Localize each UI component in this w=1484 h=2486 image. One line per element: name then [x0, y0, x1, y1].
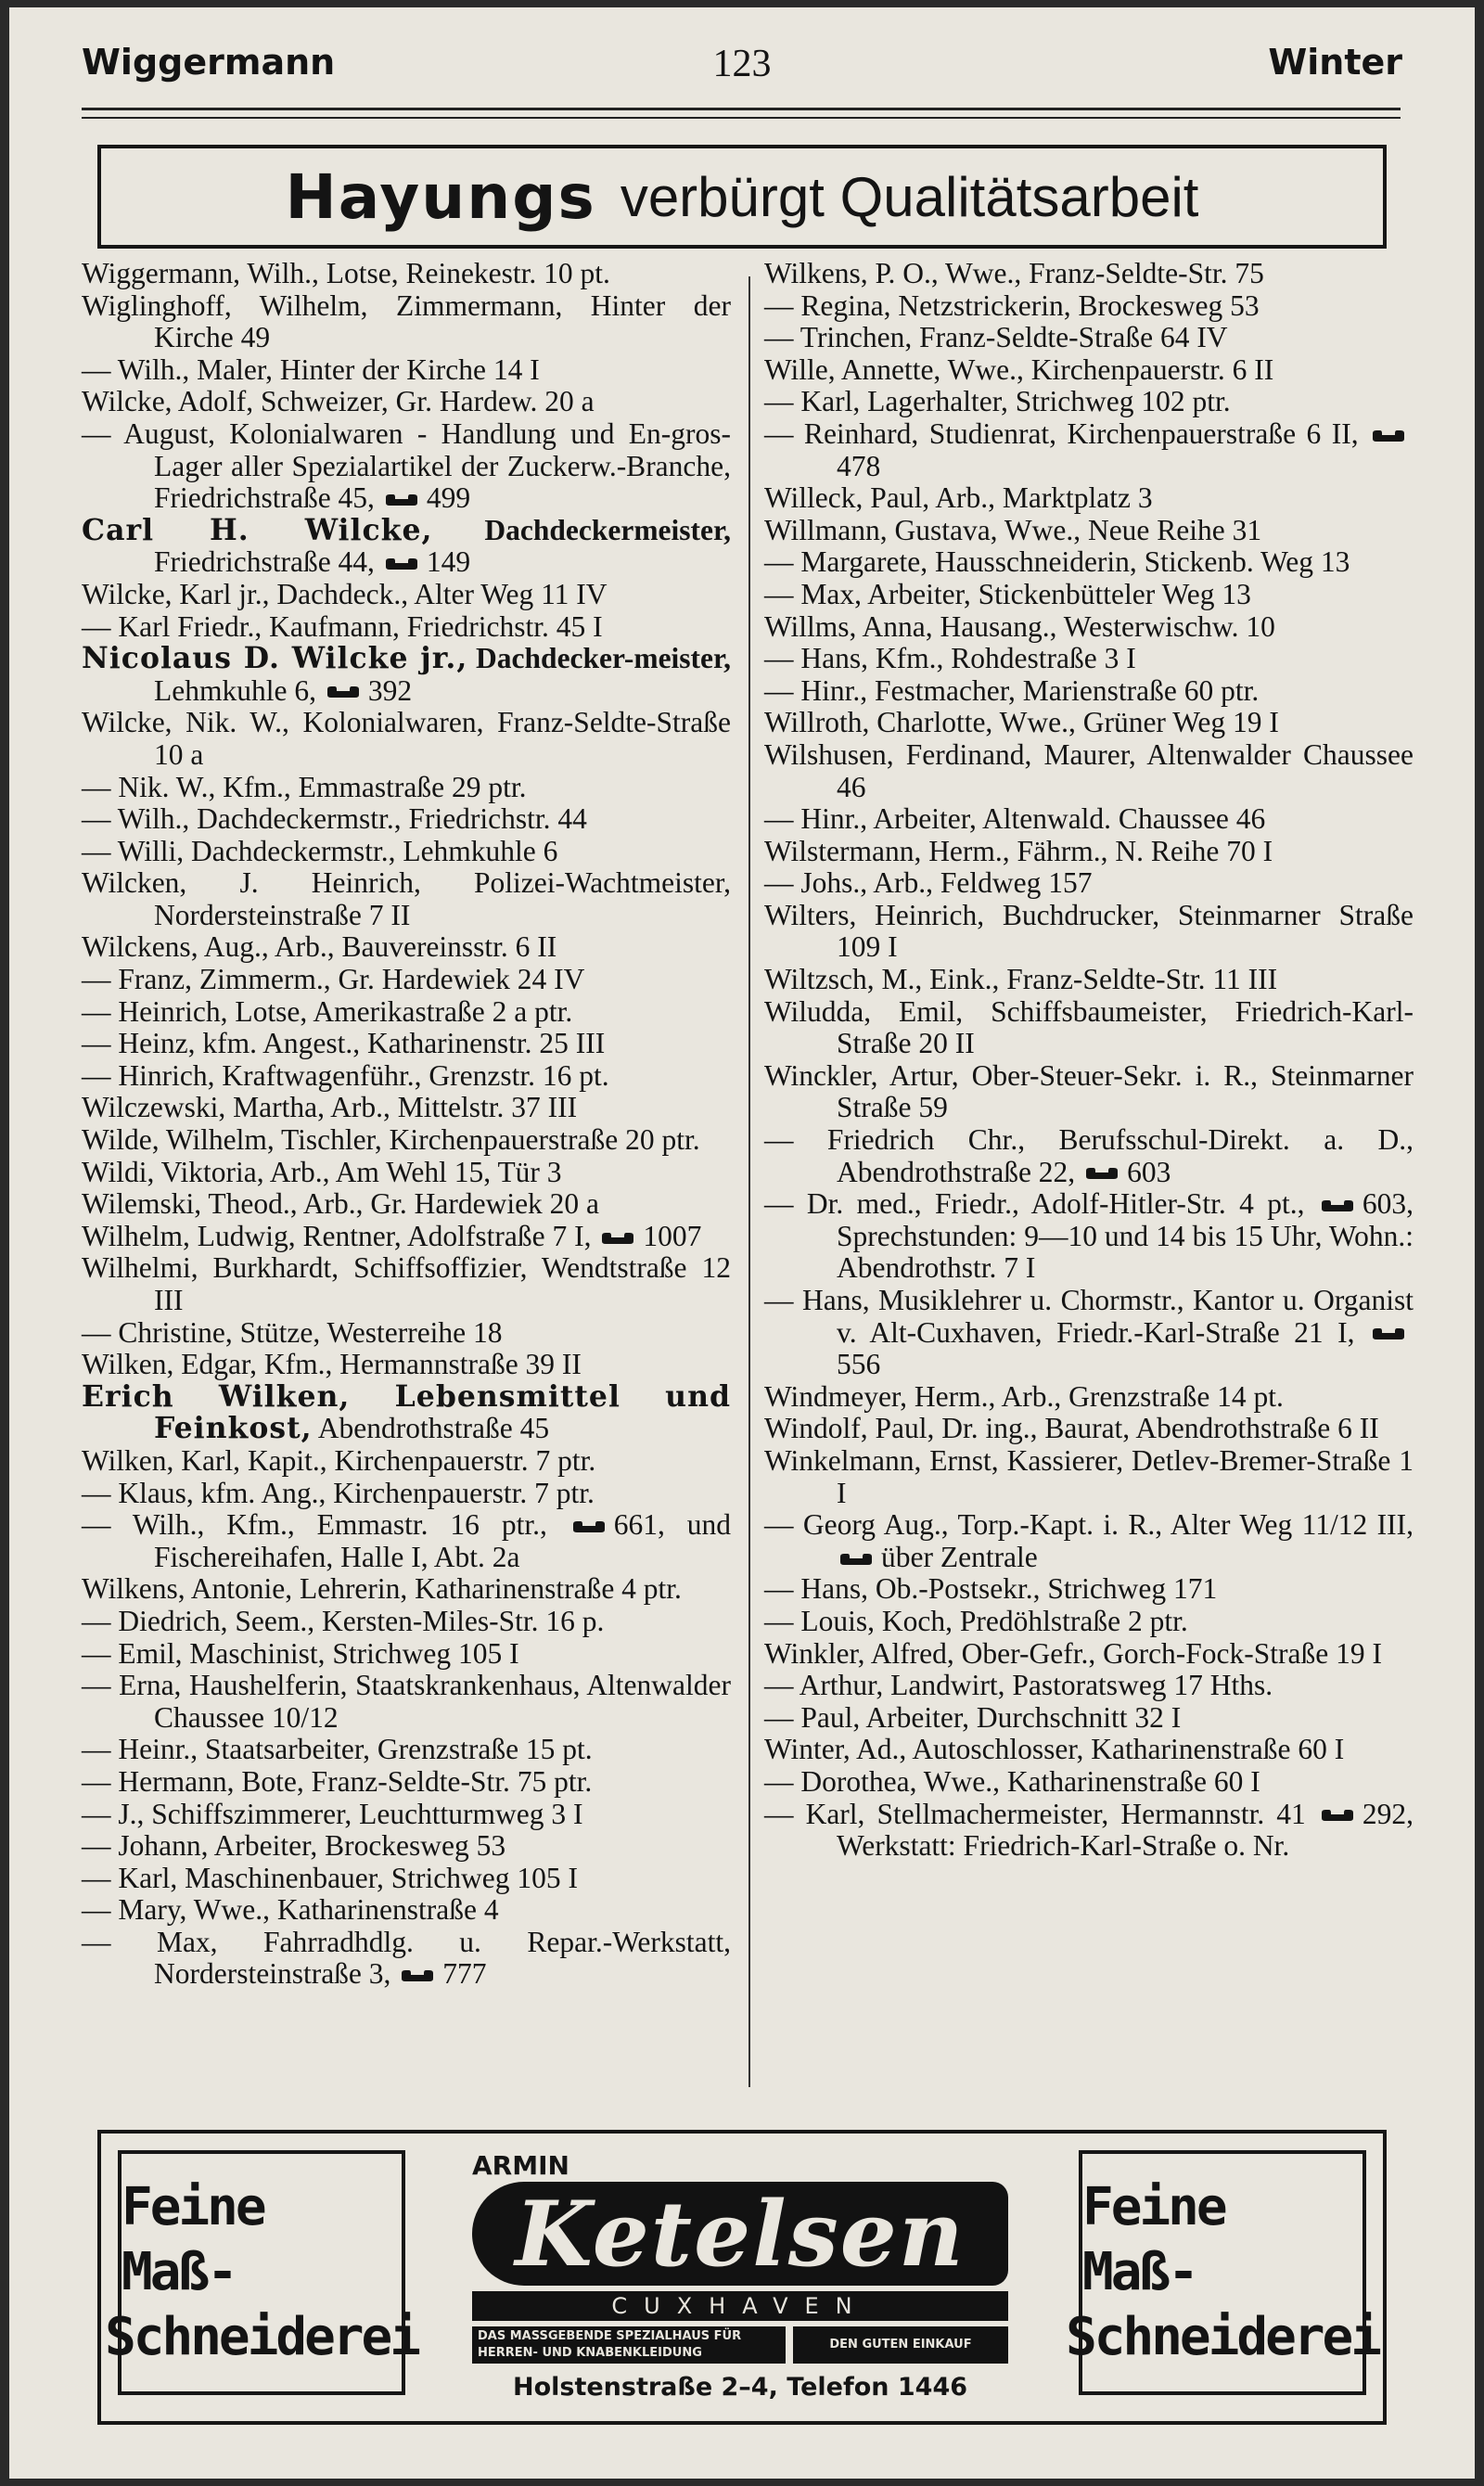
entry-name: — Nik. W.,	[82, 770, 216, 803]
entry-details: Koch, Predöhlstraße 2 ptr.	[875, 1604, 1188, 1637]
directory-entry	[764, 546, 1414, 579]
entry-details: Arb., Marktplatz 3	[929, 481, 1153, 515]
entry-details: Staatsarbeiter, Grenzstraße 15 pt.	[198, 1733, 593, 1766]
directory-entry	[764, 964, 1414, 996]
entry-phone-number: 499	[426, 481, 471, 515]
directory-page	[9, 7, 1475, 2479]
entry-details: Dachdeckermstr., Friedrichstr. 44	[189, 802, 587, 836]
entry-name: Wilstermann, Herm.,	[764, 834, 1010, 867]
entry-name: Wilckens, Aug.,	[82, 930, 269, 964]
entry-name: Winkelmann, Ernst,	[764, 1443, 999, 1477]
directory-entry	[764, 1060, 1414, 1124]
entry-details: Arb., Am Wehl 15, Tür 3	[263, 1155, 562, 1188]
header-rule-thin	[82, 117, 1401, 119]
telephone-receiver-icon	[384, 493, 419, 506]
directory-entry	[764, 707, 1414, 739]
entry-details: Arbeiter, Brockesweg 53	[208, 1829, 506, 1863]
entry-name: — Hans,	[764, 1572, 868, 1606]
entry-details: Lehrerin, Katharinenstraße 4 ptr.	[292, 1572, 682, 1606]
entry-details: Kaufmann, Friedrichstr. 45 I	[262, 609, 603, 643]
entry-name: — Franz,	[82, 963, 192, 996]
directory-entry	[82, 354, 731, 387]
ad-first-name: ARMIN	[472, 2150, 569, 2181]
telephone-receiver-icon	[600, 1232, 635, 1245]
entry-details: Festmacher, Marienstraße 60 ptr.	[867, 673, 1260, 707]
directory-entry	[764, 836, 1414, 868]
directory-entry	[82, 931, 731, 964]
directory-entry	[82, 611, 731, 644]
entry-name: — Paul,	[764, 1700, 861, 1734]
entry-name: — Margarete,	[764, 545, 928, 579]
entry-name: Wilken, Edgar,	[82, 1348, 258, 1381]
telephone-receiver-icon	[838, 1553, 874, 1566]
entry-details: Rentner, Adolfstraße 7 I,	[295, 1219, 592, 1252]
ad-right-line1: Feine Maß-	[1082, 2177, 1225, 2302]
entry-details: Eink., Franz-Seldte-Str. 11 III	[922, 963, 1278, 996]
directory-entry	[764, 803, 1414, 836]
entry-name: Wilken, Karl,	[82, 1443, 241, 1477]
entry-business-title: Dachdeckermeister,	[432, 513, 731, 546]
entry-details: Autoschlosser, Katharinenstraße 60 I	[906, 1733, 1345, 1766]
directory-entry	[764, 515, 1414, 547]
entry-details: Friedrichstraße 44,	[154, 545, 375, 579]
entry-name: — Klaus,	[82, 1476, 194, 1509]
entry-details: Fahrradhdlg. u. Repar.-Werkstatt, Nordersteinstraße 3,	[154, 1925, 731, 1991]
entry-details: Ober-Steuer-Sekr. i. R., Steinmarner Straße 59	[837, 1058, 1414, 1124]
entry-business-name: Nicolaus D. Wilcke jr.,	[82, 641, 468, 676]
directory-entry	[82, 1028, 731, 1060]
entry-details: Arbeiter, Altenwald. Chaussee 46	[867, 802, 1266, 836]
entry-phone-number: 603	[1127, 1155, 1171, 1188]
directory-entry	[82, 1445, 731, 1478]
entry-name: — Karl,	[764, 1797, 865, 1830]
directory-entry	[82, 1478, 731, 1510]
directory-entry	[82, 867, 731, 931]
entry-details: Arb., Bauvereinsstr. 6 II	[268, 930, 557, 964]
directory-entry	[82, 1573, 731, 1606]
telephone-receiver-icon	[571, 1520, 607, 1533]
entry-details: Dr. ing., Baurat, Abendrothstraße 6 II	[934, 1412, 1379, 1445]
entry-details: Kraftwagenführ., Grenzstr. 16 pt.	[214, 1058, 609, 1092]
entry-name: — Erna,	[82, 1669, 182, 1702]
ad-left-box	[105, 2150, 418, 2395]
entry-details: Berufsschul-Direkt. a. D., Abendrothstraße 22,	[837, 1123, 1414, 1188]
entry-name: — August,	[82, 416, 215, 450]
entry-details: Hausschneiderin, Stickenb. Weg 13	[928, 545, 1350, 579]
directory-entry	[764, 739, 1414, 803]
entry-name: — Johs.,	[764, 866, 868, 900]
directory-entry	[764, 1702, 1414, 1735]
entry-details: Polizei-Wachtmeister, Nordersteinstraße 7 II	[154, 866, 731, 931]
entry-phone-number: 556	[837, 1348, 881, 1381]
directory-entry	[82, 512, 731, 579]
entry-name: Wilcke, Adolf,	[82, 385, 254, 418]
header-right-keyword: Winter	[1268, 42, 1402, 83]
directory-entry	[764, 900, 1414, 964]
directory-entry	[82, 418, 731, 515]
entry-phone-number: 603,	[1362, 1187, 1414, 1221]
directory-entry	[764, 1188, 1414, 1285]
ad-tagline-secondary: DEN GUTEN EINKAUF	[793, 2326, 1008, 2364]
entry-phone-number: 661,	[613, 1508, 665, 1542]
entry-details: Fährm., N. Reihe 70 I	[1009, 834, 1273, 867]
entry-details: Franz-Seldte-Straße 64 IV	[912, 321, 1228, 354]
directory-entry	[764, 579, 1414, 611]
ad-left-line2: Schneiderei	[105, 2307, 418, 2367]
ad-city: CUXHAVEN	[472, 2291, 1008, 2321]
telephone-receiver-icon	[400, 1969, 435, 1982]
entry-details: Arb., Feldweg 157	[867, 866, 1093, 900]
entry-name: Wilde, Wilhelm,	[82, 1123, 275, 1157]
entry-details: Schiffsbaumeister, Friedrich-Karl-Straße 20 II	[837, 994, 1414, 1060]
entry-phone-number: über Zentrale	[881, 1540, 1038, 1573]
directory-entry	[82, 643, 731, 707]
directory-entry	[764, 996, 1414, 1060]
entry-name: Windmeyer, Herm.,	[764, 1379, 996, 1413]
advertisement-bottom	[97, 2130, 1387, 2425]
entry-details: Adolf-Hitler-Str. 4 pt.,	[1018, 1187, 1305, 1221]
entry-details: Abendrothstraße 45	[312, 1412, 550, 1445]
ad-center-logo-block	[472, 2141, 1008, 2410]
directory-entry	[764, 1766, 1414, 1799]
entry-details: Wwe., Neue Reihe 31	[997, 513, 1262, 546]
entry-phone-number: 777	[442, 1957, 487, 1991]
directory-entry	[82, 964, 731, 996]
banner-brand: Hayungs	[285, 160, 596, 233]
entry-details: Buchdrucker, Steinmarner Straße 109 I	[837, 898, 1414, 964]
entry-name: — Johann,	[82, 1829, 209, 1863]
entry-business-title: Dachdecker-meister,	[467, 642, 731, 675]
entry-details: Stellmachermeister, Hermannstr. 41	[864, 1797, 1306, 1830]
ad-right-line2: Schneiderei	[1066, 2307, 1379, 2367]
directory-entry	[764, 643, 1414, 675]
entry-name: — J.,	[82, 1797, 145, 1830]
entry-details-continued: Sprechstunden: 9—10 und 14 bis 15 Uhr, Wohn.: Abendrothstr. 7 I	[837, 1219, 1414, 1285]
entry-name: Wilemski, Theod.,	[82, 1187, 298, 1221]
entry-name: — Heinr.,	[82, 1733, 198, 1766]
ad-tagline: DAS MASSGEBENDE SPEZIALHAUS FÜR HERREN- UND KNABENKLEIDUNG	[472, 2326, 786, 2364]
directory-entry	[82, 258, 731, 290]
entry-details: Torp.-Kapt. i. R., Alter Weg 11/12 III,	[948, 1508, 1414, 1542]
directory-entry	[82, 1670, 731, 1734]
directory-entry	[764, 611, 1414, 644]
entry-details: Landwirt, Pastoratsweg 17 Hths.	[883, 1669, 1273, 1702]
entry-name: Wiggermann, Wilh.,	[82, 257, 319, 289]
entry-name: — Wilh.,	[82, 1508, 205, 1542]
entry-name: Wiglinghoff, Wilhelm,	[82, 288, 368, 322]
directory-entry	[764, 1670, 1414, 1702]
advertisement-banner-top	[97, 145, 1387, 249]
entry-name: — Dorothea,	[764, 1764, 917, 1798]
column-divider	[748, 276, 750, 2087]
entry-details: Kolonialwaren - Handlung und En-gros-Lager aller Spezialartikel der Zuckerw.-Branche, Friedrichstraße 45,	[154, 416, 731, 515]
entry-name: Willmann, Gustava,	[764, 513, 998, 546]
entry-details: Arb., Mittelstr. 37 III	[325, 1091, 578, 1124]
directory-entry	[764, 418, 1414, 482]
directory-entry	[82, 1799, 731, 1831]
directory-entry	[764, 258, 1414, 290]
entry-details: Lotse, Amerikastraße 2 a ptr.	[227, 994, 573, 1028]
entry-name: — Hans,	[764, 1284, 870, 1316]
entry-phone-number: 392	[367, 673, 413, 707]
ad-left-line1: Feine Maß-	[122, 2177, 264, 2302]
entry-name: — Dr. med., Friedr.,	[764, 1187, 1019, 1221]
ad-company-logo: Ketelsen	[472, 2182, 1008, 2286]
entry-name: — Max,	[82, 1925, 218, 1958]
entry-name: Wilkens, P. O.,	[764, 257, 939, 289]
entry-details: Lagerhalter, Strichweg 102 ptr.	[860, 385, 1231, 418]
header-rule-thick	[82, 108, 1401, 110]
entry-name: Wilcken, J. Heinrich,	[82, 866, 421, 900]
ad-address: Holstenstraße 2–4, Telefon 1446	[512, 2373, 968, 2402]
directory-entry	[764, 675, 1414, 708]
right-column	[764, 258, 1414, 2078]
entry-details: Netzstrickerin, Brockesweg 53	[890, 288, 1260, 322]
entry-phone-number: 478	[837, 449, 881, 482]
entry-details: Maschinist, Strichweg 105 I	[182, 1636, 519, 1670]
entry-details: Seem., Kersten-Miles-Str. 16 p.	[227, 1604, 605, 1637]
directory-entry	[82, 1060, 731, 1093]
entry-name: — Willi,	[82, 834, 185, 867]
entry-details-continued: und Fischereihafen, Halle I, Abt. 2a	[154, 1508, 732, 1573]
entry-name: — Karl,	[82, 1861, 178, 1894]
entry-name: — Reinhard,	[764, 416, 919, 450]
telephone-receiver-icon	[1371, 1327, 1406, 1340]
entry-name: — Hinrich,	[82, 1058, 215, 1092]
entry-name: Windolf, Paul,	[764, 1412, 935, 1445]
entry-details: Kassierer, Detlev-Bremer-Straße 1 I	[837, 1443, 1414, 1509]
entry-details: Studienrat, Kirchenpauerstraße 6 II,	[918, 416, 1359, 450]
entry-name: Winckler, Artur,	[764, 1058, 959, 1092]
entry-details: Ob.-Postsekr., Strichweg 171	[868, 1572, 1218, 1606]
directory-entry	[82, 290, 731, 354]
entry-details: Wwe., Grüner Weg 19 I	[992, 706, 1279, 739]
entry-name: Wille, Annette,	[764, 352, 941, 386]
entry-name: Wilhelm, Ludwig,	[82, 1219, 296, 1252]
entry-details: Tischler, Kirchenpauerstraße 20 ptr.	[274, 1123, 700, 1157]
entry-name: — Georg Aug.,	[764, 1508, 949, 1542]
entry-name: — Heinz,	[82, 1027, 196, 1060]
entry-details: Lehmkuhle 6,	[154, 673, 316, 707]
telephone-receiver-icon	[1371, 429, 1406, 442]
entry-details: Arbeiter, Durchschnitt 32 I	[860, 1700, 1182, 1734]
entry-details: Kfm., Rohdestraße 3 I	[868, 642, 1136, 675]
directory-entry	[82, 1188, 731, 1221]
directory-entry	[764, 867, 1414, 900]
entry-name: — Heinrich,	[82, 994, 228, 1028]
directory-entry	[82, 1221, 731, 1253]
entry-name: — Max,	[764, 577, 862, 610]
directory-entry	[764, 482, 1414, 515]
entry-name: Wiltzsch, M.,	[764, 963, 923, 996]
directory-entry	[764, 1799, 1414, 1863]
directory-entry	[82, 1378, 731, 1446]
entry-details: Schiffszimmerer, Leuchtturmweg 3 I	[144, 1797, 583, 1830]
entry-name: Wildi, Viktoria,	[82, 1155, 264, 1188]
directory-entry	[82, 707, 731, 771]
entry-name: — Hinr.,	[764, 802, 868, 836]
entry-details: Zimmerm., Gr. Hardewiek 24 IV	[191, 963, 585, 996]
entry-details: Arb., Grenzstraße 14 pt.	[995, 1379, 1284, 1413]
header-left-keyword: Wiggermann	[82, 42, 336, 83]
banner-slogan: verbürgt Qualitätsarbeit	[620, 165, 1199, 228]
entry-name: — Wilh.,	[82, 352, 190, 386]
directory-entry	[82, 772, 731, 804]
left-column	[82, 258, 731, 2078]
directory-entry	[82, 386, 731, 418]
directory-entry	[82, 1638, 731, 1671]
entry-name: — Hermann,	[82, 1764, 235, 1798]
entry-name: Winter, Ad.,	[764, 1733, 907, 1766]
directory-entry	[82, 1317, 731, 1350]
directory-entry	[764, 1285, 1414, 1381]
entry-name: — Louis,	[764, 1604, 876, 1637]
entry-details: Dachdeck., Alter Weg 11 IV	[269, 577, 608, 610]
entry-name: — Diedrich,	[82, 1604, 228, 1637]
directory-entry	[82, 1349, 731, 1381]
directory-entry	[764, 290, 1414, 323]
entry-details: Wwe., Katharinenstraße 4	[186, 1893, 499, 1927]
entry-details: Hausang., Westerwischw. 10	[932, 609, 1275, 643]
directory-entry	[82, 1124, 731, 1157]
entry-details: Haushelferin, Staatskrankenhaus, Altenwalder Chaussee 10/12	[154, 1669, 731, 1734]
entry-details: Stütze, Westerreihe 18	[232, 1315, 503, 1349]
entry-name: Wilcke, Nik. W.,	[82, 706, 289, 739]
entry-details: Musiklehrer u. Chormstr., Kantor u. Organist v. Alt-Cuxhaven, Friedr.-Karl-Straße 21 I,	[837, 1284, 1414, 1349]
entry-name: — Emil,	[82, 1636, 183, 1670]
entry-details: Dachdeckermstr., Lehmkuhle 6	[184, 834, 558, 867]
entry-details-continued: Werkstatt: Friedrich-Karl-Straße o. Nr.	[837, 1829, 1290, 1863]
entry-phone-number: 292,	[1362, 1797, 1414, 1830]
directory-entry	[764, 1573, 1414, 1606]
entry-name: — Arthur,	[764, 1669, 884, 1702]
entry-details: Maurer, Altenwalder Chaussee 46	[837, 737, 1414, 803]
entry-phone-number: 1007	[643, 1219, 702, 1252]
entry-name: Wilkens, Antonie,	[82, 1572, 293, 1606]
directory-entry	[82, 1157, 731, 1189]
entry-name: Wilshusen, Ferdinand,	[764, 737, 1032, 771]
directory-entry	[764, 1606, 1414, 1638]
directory-entry	[764, 1445, 1414, 1509]
entry-name: — Trinchen,	[764, 321, 913, 354]
entry-phone-number: 149	[426, 545, 471, 579]
entry-details: Kfm., Emmastraße 29 ptr.	[215, 770, 527, 803]
entry-details: Maschinenbauer, Strichweg 105 I	[177, 1861, 578, 1894]
directory-entry	[764, 354, 1414, 387]
entry-name: — Wilh.,	[82, 802, 190, 836]
directory-entry	[764, 1381, 1414, 1414]
directory-entry	[82, 1252, 731, 1316]
telephone-receiver-icon	[1084, 1167, 1119, 1180]
entry-details: Arbeiter, Stickenbütteler Weg 13	[862, 577, 1251, 610]
directory-entry	[82, 1863, 731, 1895]
entry-details: Maler, Hinter der Kirche 14 I	[189, 352, 540, 386]
directory-entry	[82, 996, 731, 1029]
directory-entry	[82, 1894, 731, 1927]
entry-name: — Mary,	[82, 1893, 187, 1927]
entry-details: Wwe., Franz-Seldte-Str. 75	[938, 257, 1264, 289]
entry-details: Arb., Gr. Hardewiek 20 a	[297, 1187, 600, 1221]
entry-name: Willroth, Charlotte,	[764, 706, 993, 739]
entry-details: Schiffsoffizier, Wendtstraße 12 III	[154, 1251, 731, 1316]
directory-entry	[82, 1766, 731, 1799]
entry-details: Schweizer, Gr. Hardew. 20 a	[253, 385, 595, 418]
entry-name: Willeck, Paul,	[764, 481, 930, 515]
telephone-receiver-icon	[326, 686, 361, 698]
entry-details: Kolonialwaren, Franz-Seldte-Straße 10 a	[154, 706, 731, 771]
entry-details: Ober-Gefr., Gorch-Fock-Straße 19 I	[953, 1636, 1382, 1670]
entry-name: — Hans,	[764, 642, 868, 675]
telephone-receiver-icon	[1320, 1199, 1355, 1212]
directory-entry	[764, 1124, 1414, 1188]
entry-name: Winkler, Alfred,	[764, 1636, 954, 1670]
entry-name: — Hinr.,	[764, 673, 868, 707]
entry-details: Kfm., Emmastr. 16 ptr.,	[204, 1508, 547, 1542]
telephone-receiver-icon	[1320, 1809, 1355, 1822]
directory-entry	[82, 803, 731, 836]
directory-entry	[764, 1734, 1414, 1766]
entry-details: kfm. Angest., Katharinenstr. 25 III	[195, 1027, 606, 1060]
entry-name: Wiludda, Emil,	[764, 994, 964, 1028]
directory-entry	[82, 1509, 731, 1573]
entry-name: — Karl,	[764, 385, 861, 418]
entry-name: — Friedrich Chr.,	[764, 1123, 1026, 1157]
entry-name: Wilczewski, Martha,	[82, 1091, 326, 1124]
entry-details: Kapit., Kirchenpauerstr. 7 ptr.	[240, 1443, 596, 1477]
entry-name: — Karl Friedr.,	[82, 609, 262, 643]
entry-details: kfm. Ang., Kirchenpauerstr. 7 ptr.	[193, 1476, 595, 1509]
entry-business-name: Erich Wilken, Lebensmittel und Feinkost,	[82, 1378, 731, 1446]
entry-business-name: Carl H. Wilcke,	[82, 512, 433, 547]
entry-details: Lotse, Reinekestr. 10 pt.	[318, 257, 610, 289]
entry-name: Wilhelmi, Burkhardt,	[82, 1251, 339, 1285]
directory-entry	[82, 1092, 731, 1124]
directory-entry	[82, 836, 731, 868]
directory-entry	[764, 386, 1414, 418]
directory-entry	[82, 1830, 731, 1863]
directory-entry	[82, 1734, 731, 1766]
entry-details: Wwe., Katharinenstraße 60 I	[916, 1764, 1260, 1798]
telephone-receiver-icon	[384, 557, 419, 570]
directory-entry	[764, 322, 1414, 354]
directory-entry	[764, 1638, 1414, 1671]
page-number: 123	[712, 43, 772, 85]
entry-name: — Christine,	[82, 1315, 233, 1349]
directory-entry	[764, 1509, 1414, 1573]
entry-name: — Regina,	[764, 288, 891, 322]
entry-name: Wilters, Heinrich,	[764, 898, 985, 931]
entry-details: Kfm., Hermannstraße 39 II	[257, 1348, 582, 1381]
entry-name: Willms, Anna,	[764, 609, 933, 643]
directory-entry	[764, 1413, 1414, 1445]
ad-right-box	[1066, 2150, 1379, 2395]
directory-entry	[82, 579, 731, 611]
directory-entry	[82, 1606, 731, 1638]
entry-name: Wilcke, Karl jr.,	[82, 577, 270, 610]
entry-details: Wwe., Kirchenpauerstr. 6 II	[940, 352, 1274, 386]
entry-details: Zimmermann, Hinter der Kirche 49	[154, 288, 731, 354]
entry-details: Bote, Franz-Seldte-Str. 75 ptr.	[234, 1764, 593, 1798]
directory-entry	[82, 1927, 731, 1991]
